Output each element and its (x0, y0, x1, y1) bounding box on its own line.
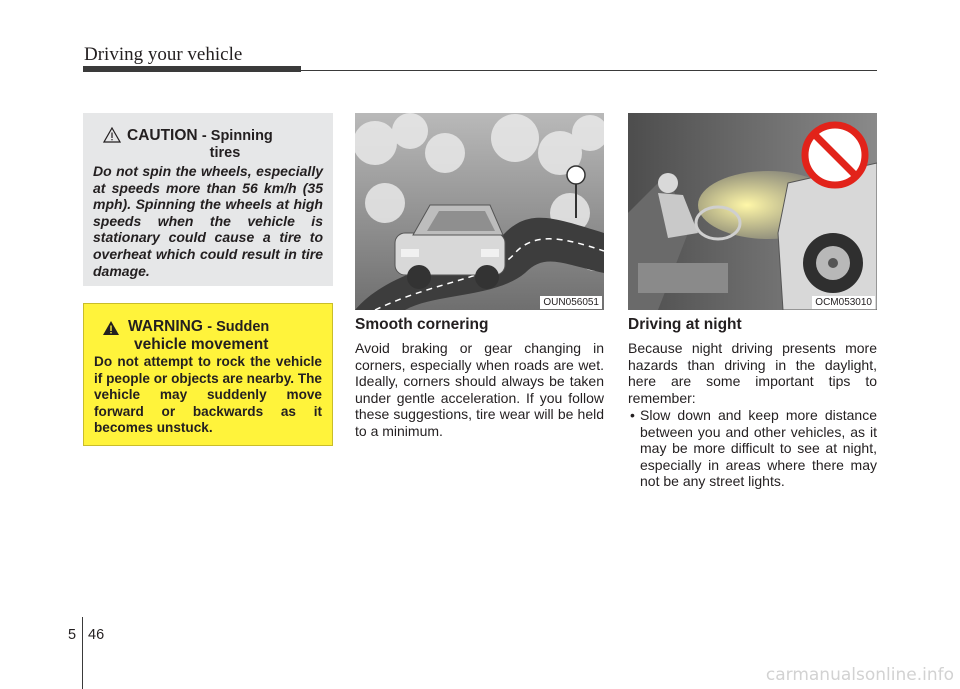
bullet-dot-icon: • (630, 407, 635, 423)
caution-sub-line1: - Spinning (201, 128, 273, 144)
night-driving-title: Driving at night (628, 316, 742, 333)
warning-heading (94, 312, 322, 352)
warning-box (83, 303, 333, 446)
footer-rule (82, 617, 83, 689)
caution-sub-line2: tires (209, 145, 241, 161)
night-driving-illustration (628, 113, 877, 310)
night-scene-drawing (628, 113, 877, 310)
warning-sub-line2: vehicle movement (134, 336, 269, 353)
cornering-scene-drawing (355, 113, 604, 310)
caution-title (127, 127, 273, 145)
header-rule-thin (301, 70, 877, 71)
night-driving-bullet (628, 407, 877, 490)
caution-heading (93, 121, 323, 161)
page-number: 46 (88, 627, 105, 643)
caution-body-text: Do not spin the wheels, especially at speeds more than 56 km/h (35 mph). Spinning the wheels at high speeds when the vehicle is stationary could cause a tire to overheat which could result in tire damage. (93, 163, 323, 279)
section-number: 5 (68, 627, 77, 643)
caution-box (83, 113, 333, 286)
smooth-cornering-title: Smooth cornering (355, 316, 489, 333)
smooth-cornering-body: Avoid braking or gear changing in corners, especially when roads are wet. Ideally, corners should always be taken under gentle acceleration. If you follow these suggestions, tire wear will be held to a minimum. (355, 340, 604, 439)
warning-sub-line1: - Sudden (207, 319, 270, 335)
night-driving-bullet-text: Slow down and keep more distance between you and other vehicles, as it may be more difficult to see at night, especially in areas where there may not be any street lights. (640, 407, 877, 490)
warning-label: WARNING (128, 318, 203, 335)
page-header-title: Driving your vehicle (84, 44, 243, 65)
night-image-code: OCM053010 (812, 296, 875, 309)
caution-label: CAUTION (127, 127, 198, 144)
warning-body-text: Do not attempt to rock the vehicle if people or objects are nearby. The vehicle may suddenly move forward or backwards as it becomes unstuck. (94, 354, 322, 436)
warning-title (128, 318, 269, 336)
warning-triangle-icon (102, 320, 120, 341)
cornering-illustration (355, 113, 604, 310)
cornering-image-code: OUN056051 (540, 296, 602, 309)
header-rule-thick (83, 66, 301, 72)
watermark: carmanualsonline.info (765, 665, 954, 685)
night-driving-body: Because night driving presents more hazards than driving in the daylight, here are some important tips to remember: (628, 340, 877, 406)
